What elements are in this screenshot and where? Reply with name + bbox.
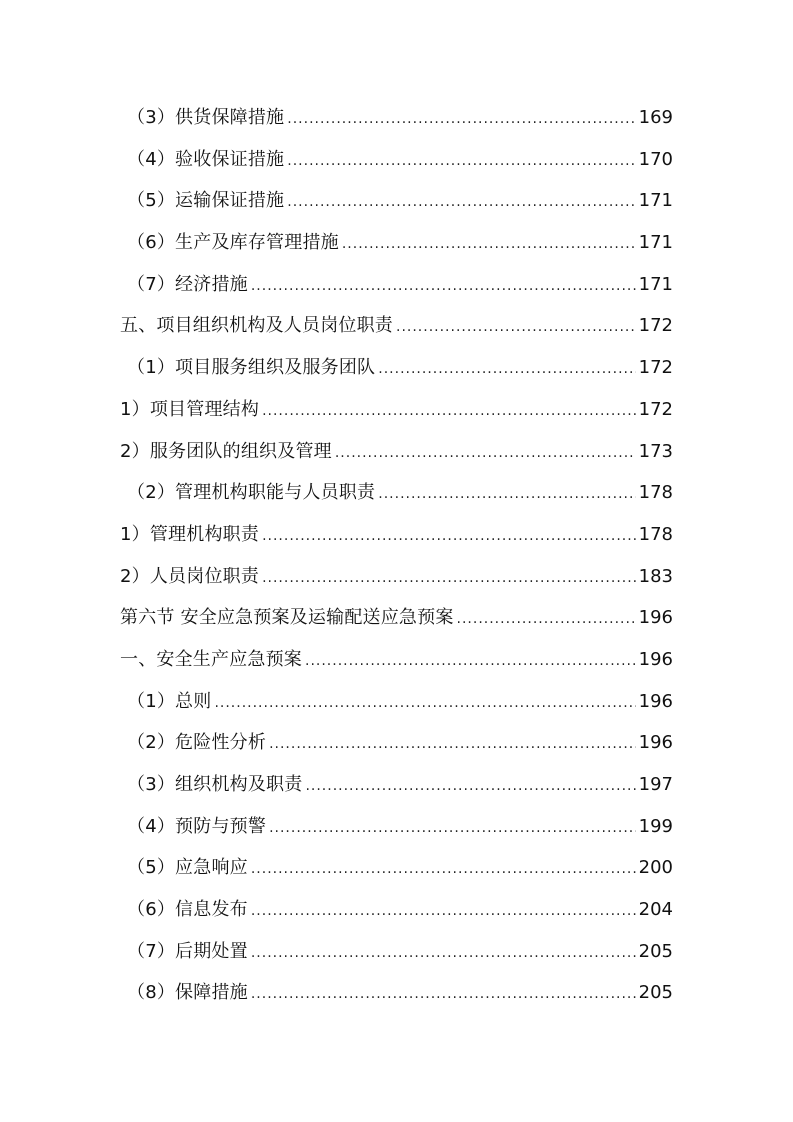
toc-entry-title: 一、安全生产应急预案 xyxy=(120,648,302,670)
toc-dot-leader xyxy=(251,266,636,308)
toc-entry-content[interactable] xyxy=(127,264,673,308)
toc-entry-content[interactable] xyxy=(127,180,673,224)
toc-entry-content[interactable] xyxy=(127,889,673,933)
toc-entry-title: （7）后期处置 xyxy=(127,940,248,962)
toc-entry-content[interactable] xyxy=(127,347,673,391)
toc-dot-leader xyxy=(251,891,636,933)
toc-page-number: 205 xyxy=(638,940,673,962)
toc-dot-leader xyxy=(305,766,635,808)
toc-entry[interactable] xyxy=(0,305,793,347)
toc-entry-title: （4）验收保证措施 xyxy=(127,148,285,170)
toc-entry-content[interactable] xyxy=(127,722,673,766)
toc-entry-title: （1）总则 xyxy=(127,690,212,712)
toc-entry-title: （2）危险性分析 xyxy=(127,732,267,754)
toc-dot-leader xyxy=(262,391,636,433)
toc-entry-title: 1）项目管理结构 xyxy=(120,398,260,420)
toc-dot-leader xyxy=(305,641,636,683)
toc-entry[interactable] xyxy=(0,889,793,931)
toc-dot-leader xyxy=(287,141,635,183)
toc-page-number: 196 xyxy=(638,607,673,629)
toc-dot-leader xyxy=(269,724,636,766)
toc-entry[interactable] xyxy=(0,222,793,264)
toc-entry-title: （6）生产及库存管理措施 xyxy=(127,232,339,254)
toc-entry-title: （5）应急响应 xyxy=(127,857,248,879)
toc-entry-title: （7）经济措施 xyxy=(127,273,248,295)
toc-entry[interactable] xyxy=(0,722,793,764)
toc-page-number: 205 xyxy=(638,982,673,1004)
toc-entry-content[interactable] xyxy=(120,389,673,433)
toc-entry-title: 第六节 安全应急预案及运输配送应急预案 xyxy=(120,607,454,629)
toc-entry[interactable] xyxy=(0,931,793,973)
toc-page-number: 178 xyxy=(638,523,673,545)
toc-page-number: 196 xyxy=(638,690,673,712)
toc-entry[interactable] xyxy=(0,514,793,556)
toc-entry[interactable] xyxy=(0,180,793,222)
toc-page-number: 169 xyxy=(638,107,673,128)
toc-page-number: 204 xyxy=(638,899,673,921)
toc-entry-content[interactable] xyxy=(120,305,673,349)
toc-page-number: 200 xyxy=(638,857,673,879)
toc-dot-leader xyxy=(287,182,635,224)
toc-entry-title: （2）管理机构职能与人员职责 xyxy=(127,482,376,504)
toc-page-number: 197 xyxy=(638,774,673,795)
toc-entry-title: （5）运输保证措施 xyxy=(127,190,285,212)
toc-entry-title: 2）服务团队的组织及管理 xyxy=(120,440,332,462)
toc-dot-leader xyxy=(378,349,635,391)
toc-entry-title: （3）组织机构及职责 xyxy=(127,774,303,795)
toc-page-number: 172 xyxy=(638,315,673,337)
toc-entry-content[interactable] xyxy=(120,597,673,641)
toc-entry-content[interactable] xyxy=(127,764,673,808)
toc-entry-content[interactable] xyxy=(120,514,673,558)
toc-entry[interactable] xyxy=(0,139,793,181)
toc-entry-title: 2）人员岗位职责 xyxy=(120,565,260,587)
toc-dot-leader xyxy=(457,599,636,641)
toc-entry-title: （1）项目服务组织及服务团队 xyxy=(127,357,376,379)
toc-page-number: 183 xyxy=(638,565,673,587)
toc-entry[interactable] xyxy=(0,347,793,389)
toc-page-number: 171 xyxy=(638,190,673,212)
toc-entry[interactable] xyxy=(0,97,793,139)
toc-page-number: 172 xyxy=(638,398,673,420)
toc-entry-content[interactable] xyxy=(127,972,673,1016)
toc-page-number: 196 xyxy=(638,648,673,670)
toc-entry[interactable] xyxy=(0,472,793,514)
toc-entry[interactable] xyxy=(0,431,793,473)
toc-entry-title: （6）信息发布 xyxy=(127,899,248,921)
toc-dot-leader xyxy=(262,558,636,600)
toc-dot-leader xyxy=(262,516,636,558)
toc-entry-title: （3）供货保障措施 xyxy=(127,107,285,128)
toc-entry-content[interactable] xyxy=(127,472,673,516)
toc-dot-leader xyxy=(287,99,635,141)
toc-page-number: 178 xyxy=(638,482,673,504)
toc-page-number: 171 xyxy=(638,232,673,254)
toc-entry-content[interactable] xyxy=(127,97,673,141)
toc-entry[interactable] xyxy=(0,681,793,723)
toc-page-number: 170 xyxy=(638,148,673,170)
toc-dot-leader xyxy=(335,433,636,475)
toc-page-number: 172 xyxy=(638,357,673,379)
toc-page-number: 173 xyxy=(638,440,673,462)
toc-entry[interactable] xyxy=(0,806,793,848)
toc-dot-leader xyxy=(251,974,636,1016)
toc-entry-title: 1）管理机构职责 xyxy=(120,523,260,545)
toc-entry-content[interactable] xyxy=(127,681,673,725)
toc-dot-leader xyxy=(269,808,636,850)
toc-entry[interactable] xyxy=(0,556,793,598)
toc-entry-content[interactable] xyxy=(127,139,673,183)
toc-entry-content[interactable] xyxy=(127,222,673,266)
toc-entry-content[interactable] xyxy=(120,639,673,683)
toc-dot-leader xyxy=(378,474,635,516)
toc-entry-content[interactable] xyxy=(127,806,673,850)
toc-dot-leader xyxy=(396,307,636,349)
toc-entry-title: 五、项目组织机构及人员岗位职责 xyxy=(120,315,393,337)
toc-entry[interactable] xyxy=(0,764,793,806)
toc-entry[interactable] xyxy=(0,389,793,431)
toc-dot-leader xyxy=(342,224,636,266)
toc-entry-content[interactable] xyxy=(120,431,673,475)
table-of-contents xyxy=(0,97,793,1014)
toc-dot-leader xyxy=(214,683,635,725)
toc-entry-title: （4）预防与预警 xyxy=(127,815,267,837)
toc-entry[interactable] xyxy=(0,264,793,306)
toc-entry[interactable] xyxy=(0,847,793,889)
toc-page-number: 199 xyxy=(638,815,673,837)
toc-entry-content[interactable] xyxy=(127,847,673,891)
toc-entry[interactable] xyxy=(0,639,793,681)
toc-entry-content[interactable] xyxy=(120,556,673,600)
toc-entry-title: （8）保障措施 xyxy=(127,982,248,1004)
toc-entry[interactable] xyxy=(0,972,793,1014)
toc-page-number: 171 xyxy=(638,273,673,295)
toc-page-number: 196 xyxy=(638,732,673,754)
toc-dot-leader xyxy=(251,933,636,975)
toc-entry-content[interactable] xyxy=(127,931,673,975)
toc-dot-leader xyxy=(251,849,636,891)
toc-entry[interactable] xyxy=(0,597,793,639)
